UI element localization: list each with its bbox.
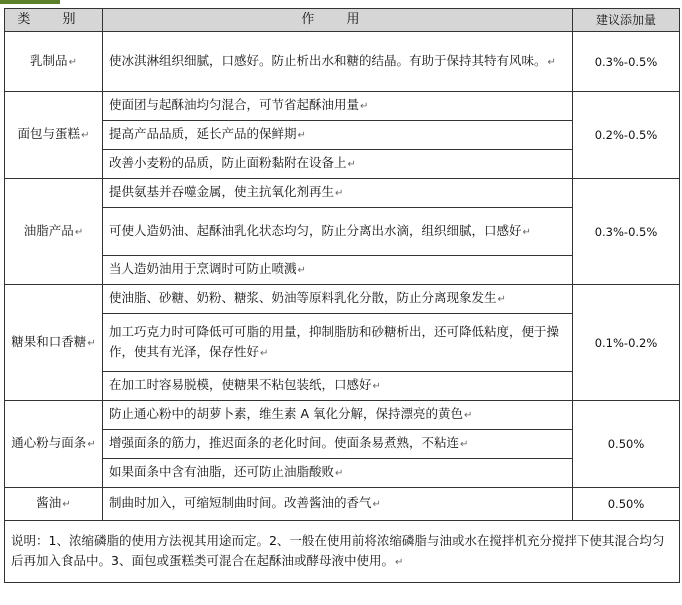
category-cell: 乳制品↵ [5, 32, 103, 92]
use-cell: 加工巧克力时可降低可可脂的用量，抑制脂肪和砂糖析出，还可降低粘度，便于操作，使其有光泽，保存性好↵ [103, 314, 573, 372]
use-cell: 使冰淇淋组织细腻，口感好。防止析出水和糖的结晶。有助于保持其特有风味。↵ [103, 32, 573, 92]
table-row [5, 488, 680, 521]
use-cell: 使面团与起酥油均匀混合，可节省起酥油用量↵ [103, 92, 573, 121]
use-cell: 使油脂、砂糖、奶粉、糖浆、奶油等原料乳化分散，防止分离现象发生↵ [103, 285, 573, 314]
use-cell: 防止通心粉中的胡萝卜素，维生素 A 氧化分解，保持漂亮的黄色↵ [103, 401, 573, 430]
category-cell: 通心粉与面条↵ [5, 401, 103, 488]
use-cell: 提供氨基并吞噬金属，使主抗氧化剂再生↵ [103, 179, 573, 208]
header-use: 作 用 [103, 9, 573, 32]
phospholipid-usage-table [4, 8, 680, 583]
use-cell: 增强面条的筋力，推迟面条的老化时间。使面条易煮熟，不粘连↵ [103, 430, 573, 459]
dose-cell: 0.3%-0.5% [573, 32, 680, 92]
table-row [5, 179, 680, 208]
dose-cell: 0.2%-0.5% [573, 92, 680, 179]
use-cell: 如果面条中含有油脂，还可防止油脂酸败↵ [103, 459, 573, 488]
dose-cell: 0.50% [573, 401, 680, 488]
use-cell: 制曲时加入，可缩短制曲时间。改善酱油的香气↵ [103, 488, 573, 521]
category-cell: 糖果和口香糖↵ [5, 285, 103, 401]
category-cell: 面包与蛋糕↵ [5, 92, 103, 179]
table-note: 说明：1、浓缩磷脂的使用方法视其用途而定。2、一般在使用前将浓缩磷脂与油或水在搅拌机充分搅拌下使其混合均匀后再加入食品中。3、面包或蛋糕类可混合在起酥油或酵母液中使用。↵ [5, 521, 680, 583]
table-row [5, 92, 680, 121]
use-cell: 当人造奶油用于烹调时可防止喷溅↵ [103, 256, 573, 285]
table-header-row [5, 9, 680, 32]
table-row [5, 32, 680, 92]
dose-cell: 0.50% [573, 488, 680, 521]
header-category: 类 别 [5, 9, 103, 32]
use-cell: 提高产品品质，延长产品的保鲜期↵ [103, 121, 573, 150]
use-cell: 可使人造奶油、起酥油乳化状态均匀，防止分离出水滴，组织细腻，口感好↵ [103, 208, 573, 256]
dose-cell: 0.1%-0.2% [573, 285, 680, 401]
dose-cell: 0.3%-0.5% [573, 179, 680, 285]
table-row [5, 285, 680, 314]
use-cell: 在加工时容易脱模，使糖果不粘包装纸，口感好↵ [103, 372, 573, 401]
table-row [5, 401, 680, 430]
top-accent-bar [0, 0, 60, 4]
use-cell: 改善小麦粉的品质，防止面粉黏附在设备上↵ [103, 150, 573, 179]
header-dose: 建议添加量 [573, 9, 680, 32]
category-cell: 酱油↵ [5, 488, 103, 521]
table-note-row [5, 521, 680, 583]
category-cell: 油脂产品↵ [5, 179, 103, 285]
